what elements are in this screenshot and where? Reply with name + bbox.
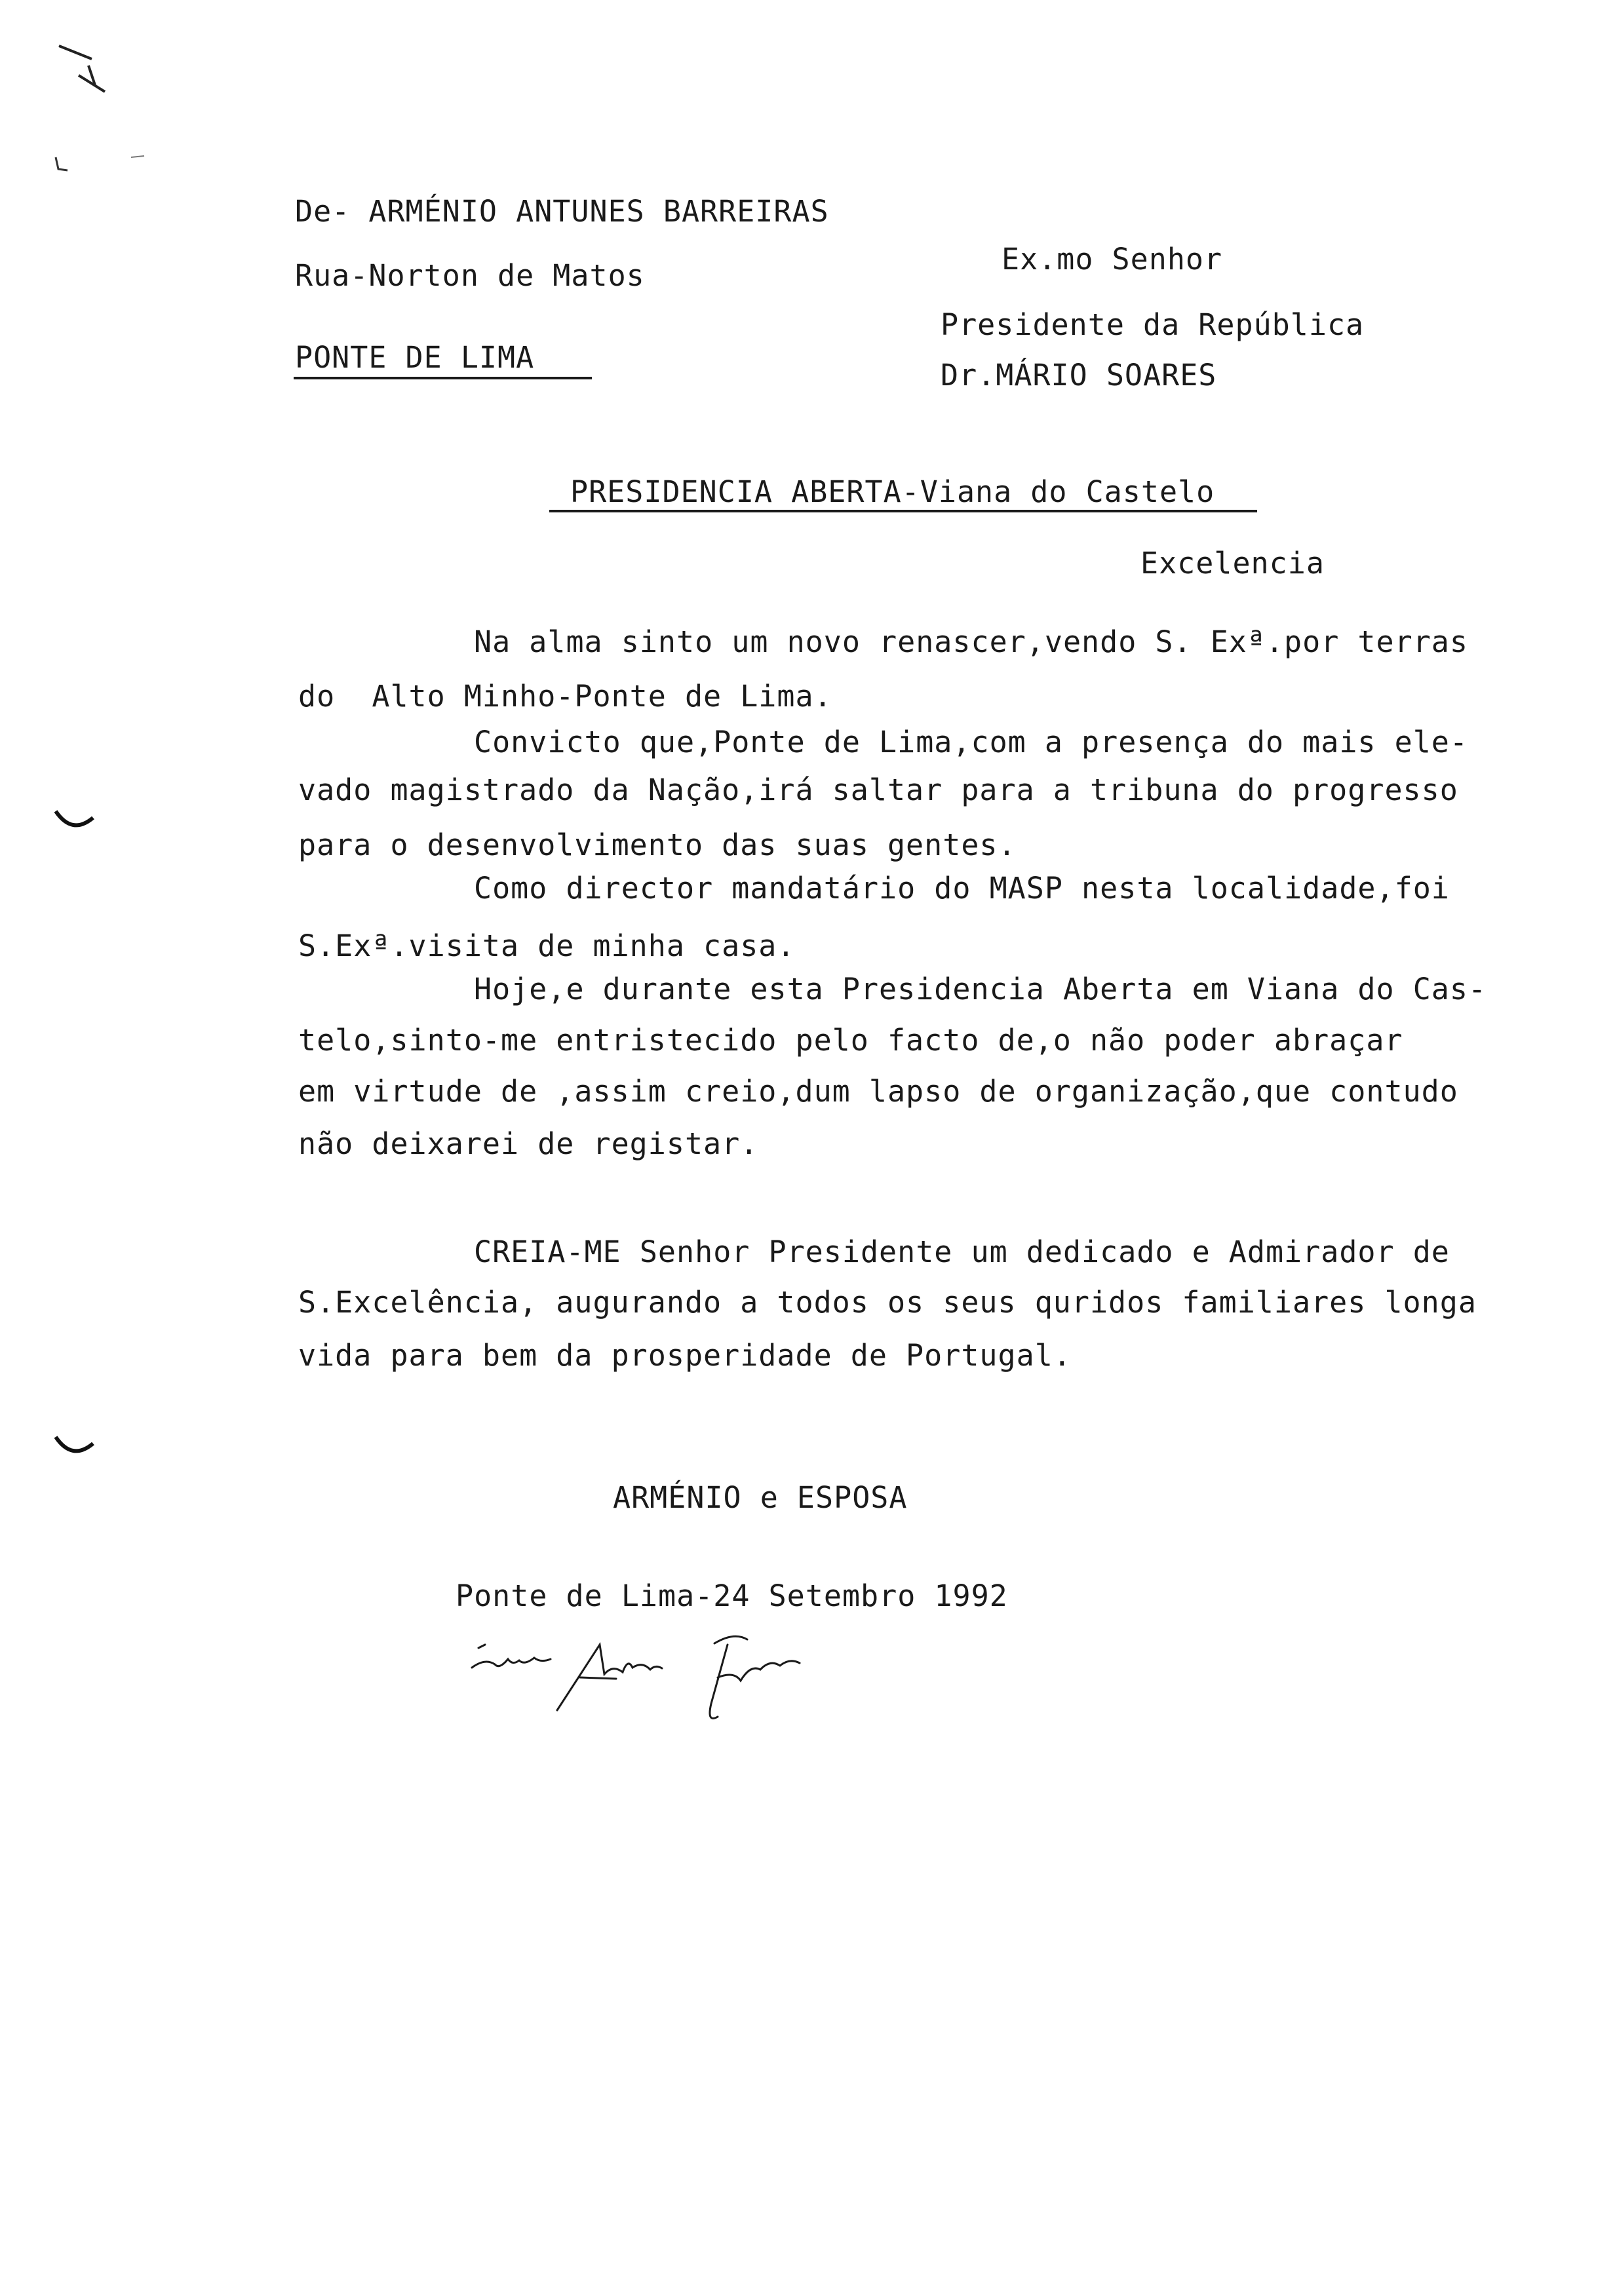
body-line: telo,sinto-me entristecido pelo facto de,o não poder abraçar xyxy=(298,1023,1403,1058)
body-line: S.Exª.visita de minha casa. xyxy=(298,928,796,963)
body-line: em virtude de ,assim creio,dum lapso de organização,que contudo xyxy=(298,1074,1458,1109)
closing-line: vida para bem da prosperidade de Portugal. xyxy=(298,1338,1072,1373)
closing-line: S.Excelência, augurando a todos os seus quridos familiares longa xyxy=(298,1285,1477,1320)
body-line: não deixarei de registar. xyxy=(298,1126,759,1161)
recipient-salutation: Ex.mo Senhor xyxy=(1002,242,1223,277)
body-line: Como director mandatário do MASP nesta localidade,foi xyxy=(474,871,1450,906)
binder-hole-mark-1 xyxy=(52,806,98,839)
sender-street: Rua-Norton de Matos xyxy=(295,258,645,293)
sender-name-line: De- ARMÉNIO ANTUNES BARREIRAS xyxy=(295,194,829,229)
recipient-name: Dr.MÁRIO SOARES xyxy=(941,358,1217,392)
body-line: Na alma sinto um novo renascer,vendo S. Exª.por terras xyxy=(474,624,1468,659)
sign-off: ARMÉNIO e ESPOSA xyxy=(613,1480,908,1515)
sender-city-underline xyxy=(294,377,592,379)
sender-city: PONTE DE LIMA xyxy=(295,340,535,375)
binder-hole-mark-2 xyxy=(52,1432,98,1464)
handwritten-signature xyxy=(459,1618,878,1730)
subject-underline xyxy=(549,510,1257,512)
body-line: Hoje,e durante esta Presidencia Aberta em Viana do Cas- xyxy=(474,972,1487,1006)
place-date: Ponte de Lima-24 Setembro 1992 xyxy=(456,1578,1008,1613)
body-line: do Alto Minho-Ponte de Lima. xyxy=(298,679,832,714)
scan-mark-top xyxy=(52,39,118,98)
body-line: vado magistrado da Nação,irá saltar para a tribuna do progresso xyxy=(298,773,1458,807)
body-line: para o desenvolvimento das suas gentes. xyxy=(298,828,1017,862)
recipient-title: Presidente da República xyxy=(941,307,1365,342)
letter-subject: PRESIDENCIA ABERTA-Viana do Castelo xyxy=(570,474,1215,509)
body-line: Convicto que,Ponte de Lima,com a presença do mais ele- xyxy=(474,725,1468,759)
scan-mark-small xyxy=(49,151,161,177)
greeting: Excelencia xyxy=(1140,546,1325,581)
closing-line: CREIA-ME Senhor Presidente um dedicado e Admirador de xyxy=(474,1234,1450,1269)
